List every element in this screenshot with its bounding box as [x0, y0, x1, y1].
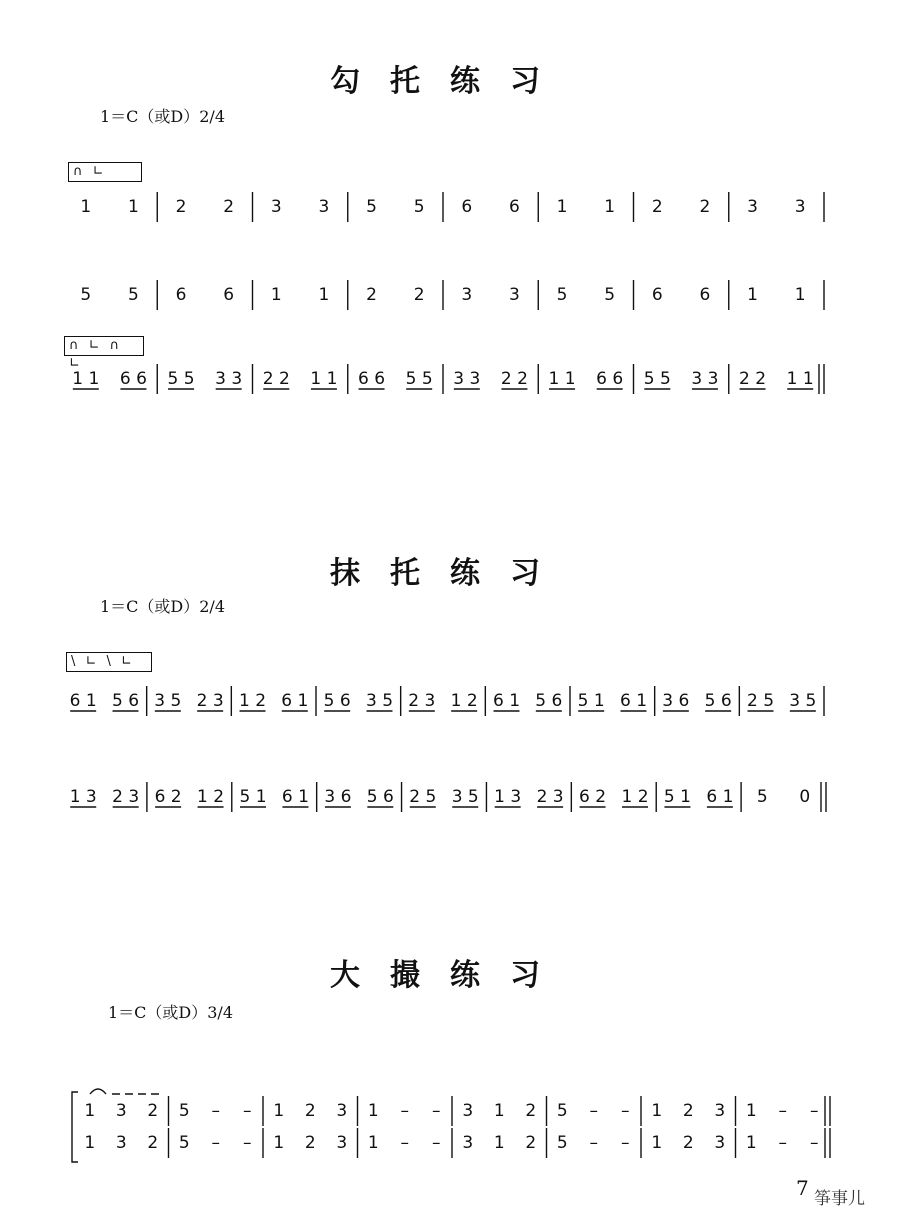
- note: –: [211, 1133, 220, 1153]
- note: 5: [413, 197, 425, 217]
- note: 3 5: [154, 691, 182, 711]
- note: 0: [799, 787, 811, 807]
- note: 5: [556, 285, 568, 305]
- note: 6 6: [119, 369, 147, 389]
- note: 1: [794, 285, 806, 305]
- note: 1 2: [450, 691, 478, 711]
- note: 3: [462, 1101, 474, 1121]
- watermark-text: 筝事儿: [814, 1189, 865, 1209]
- note: –: [621, 1101, 630, 1121]
- note: 3: [461, 285, 473, 305]
- note: 5: [128, 285, 139, 305]
- note: 2: [223, 197, 235, 217]
- note: 3: [462, 1133, 474, 1153]
- note: –: [589, 1133, 598, 1153]
- note: 1 1: [310, 369, 338, 389]
- note: 1 1: [548, 369, 576, 389]
- note: 6: [509, 197, 520, 217]
- note: 5: [556, 1101, 568, 1121]
- note: 6 2: [579, 787, 607, 807]
- note: 1 1: [72, 369, 100, 389]
- note: 5 6: [535, 691, 563, 711]
- system-bracket: [72, 1092, 78, 1162]
- note: –: [778, 1101, 787, 1121]
- note: 1: [556, 197, 568, 217]
- note: 1: [270, 285, 282, 305]
- technique-marks: ∩ ∟ ∩ ∟: [64, 336, 144, 356]
- note: 5 5: [405, 369, 433, 389]
- key-signature: 1＝C（或D）2/4: [100, 107, 226, 126]
- note: –: [810, 1101, 819, 1121]
- note: 2 2: [739, 369, 767, 389]
- note: 3 6: [662, 691, 690, 711]
- note: –: [243, 1101, 252, 1121]
- note: 2: [699, 197, 711, 217]
- note: 6 1: [281, 691, 309, 711]
- note: 5 1: [239, 787, 267, 807]
- note: 6: [461, 197, 473, 217]
- note: 3: [714, 1101, 726, 1121]
- note: 1: [493, 1133, 505, 1153]
- note: 3: [794, 197, 806, 217]
- note: –: [432, 1133, 441, 1153]
- note: 3: [336, 1133, 348, 1153]
- note: 1: [604, 197, 616, 217]
- tie-mark: [90, 1089, 106, 1094]
- note: 5: [178, 1133, 190, 1153]
- note: 6: [699, 285, 711, 305]
- note: 6 1: [281, 787, 309, 807]
- note: 6 2: [154, 787, 182, 807]
- note: –: [810, 1133, 819, 1153]
- note: 1: [651, 1101, 663, 1121]
- note: 3: [115, 1133, 127, 1153]
- note: 1 2: [238, 691, 267, 711]
- note: –: [589, 1101, 598, 1121]
- note: 2: [682, 1101, 694, 1121]
- note: 1: [651, 1133, 663, 1153]
- note: 5: [366, 197, 377, 217]
- page-number: 7: [796, 1176, 809, 1200]
- note: 5: [604, 285, 616, 305]
- note: 5 1: [577, 691, 605, 711]
- note: 2: [651, 197, 663, 217]
- section-title-gou-tuo: 勾托练习: [330, 64, 570, 99]
- note: 3 6: [324, 787, 352, 807]
- note: 2 3: [196, 691, 224, 711]
- note: 3 3: [691, 369, 719, 389]
- note: 1: [745, 1101, 757, 1121]
- note: 2 2: [500, 369, 528, 389]
- note: 6 1: [619, 691, 648, 711]
- note: 5 5: [167, 369, 195, 389]
- note: –: [621, 1133, 630, 1153]
- note: 5: [556, 1133, 568, 1153]
- technique-marks: ∩ ∟: [68, 162, 142, 182]
- note: 2: [525, 1133, 537, 1153]
- note: 5 6: [704, 691, 732, 711]
- note: 6 1: [706, 787, 734, 807]
- note: 5 6: [323, 691, 351, 711]
- note: 2 5: [746, 691, 775, 711]
- note: 1: [367, 1133, 379, 1153]
- note: 5 6: [366, 787, 394, 807]
- note: 1: [128, 197, 139, 217]
- note: 3: [714, 1133, 726, 1153]
- note: 6 1: [492, 691, 521, 711]
- note: 1: [747, 285, 758, 305]
- note: 6: [175, 285, 187, 305]
- key-signature: 1＝C（或D）2/4: [100, 597, 226, 616]
- note: 1: [80, 197, 92, 217]
- note: 6: [223, 285, 235, 305]
- section-title-da-cuo: 大撮练习: [330, 958, 570, 993]
- note: 5 6: [111, 691, 140, 711]
- note: 2 3: [536, 787, 564, 807]
- note: 2 3: [112, 787, 140, 807]
- note: 1: [84, 1133, 96, 1153]
- note: 1: [318, 285, 330, 305]
- note: 3: [336, 1101, 348, 1121]
- note: 2: [304, 1101, 316, 1121]
- note: 1: [367, 1101, 379, 1121]
- note: 1 1: [786, 369, 814, 389]
- note: –: [778, 1133, 787, 1153]
- note: 3: [115, 1101, 127, 1121]
- note: 5: [178, 1101, 190, 1121]
- note: 3 5: [789, 691, 817, 711]
- note: –: [211, 1101, 220, 1121]
- note: –: [432, 1101, 441, 1121]
- note: 3: [509, 285, 520, 305]
- note: 2: [175, 197, 187, 217]
- note: 1 2: [197, 787, 225, 807]
- note: 2: [147, 1101, 159, 1121]
- note: –: [400, 1133, 409, 1153]
- note: –: [400, 1101, 409, 1121]
- note: 3: [318, 197, 330, 217]
- note: 1 3: [69, 787, 97, 807]
- technique-marks: \ ∟ \ ∟: [66, 652, 152, 672]
- note: 2: [366, 285, 377, 305]
- note: 2 3: [408, 691, 436, 711]
- note: 2: [147, 1133, 159, 1153]
- note: 2: [525, 1101, 537, 1121]
- note: 2 2: [262, 369, 290, 389]
- note: 3 5: [451, 787, 479, 807]
- note: 1: [745, 1133, 757, 1153]
- note: 6: [651, 285, 663, 305]
- note: 5: [80, 285, 92, 305]
- note: 5 5: [643, 369, 671, 389]
- note: 5: [756, 787, 768, 807]
- note: 1: [84, 1101, 96, 1121]
- note: –: [243, 1133, 252, 1153]
- note: 5 1: [663, 787, 691, 807]
- note: 1 2: [621, 787, 649, 807]
- note: 6 6: [596, 369, 624, 389]
- note: 3 5: [365, 691, 394, 711]
- note: 2: [413, 285, 425, 305]
- key-signature: 1＝C（或D）3/4: [108, 1003, 234, 1022]
- note: 6 1: [69, 691, 97, 711]
- note: 2: [304, 1133, 316, 1153]
- note: 3 3: [453, 369, 481, 389]
- note: 1: [273, 1101, 285, 1121]
- note: 1: [273, 1133, 285, 1153]
- note: 2 5: [409, 787, 437, 807]
- note: 2: [682, 1133, 694, 1153]
- section-title-mo-tuo: 抹托练习: [330, 556, 570, 591]
- note: 6 6: [358, 369, 386, 389]
- note: 1 3: [494, 787, 522, 807]
- note: 1: [493, 1101, 505, 1121]
- note: 3: [270, 197, 282, 217]
- note: 3: [747, 197, 758, 217]
- note: 3 3: [215, 369, 243, 389]
